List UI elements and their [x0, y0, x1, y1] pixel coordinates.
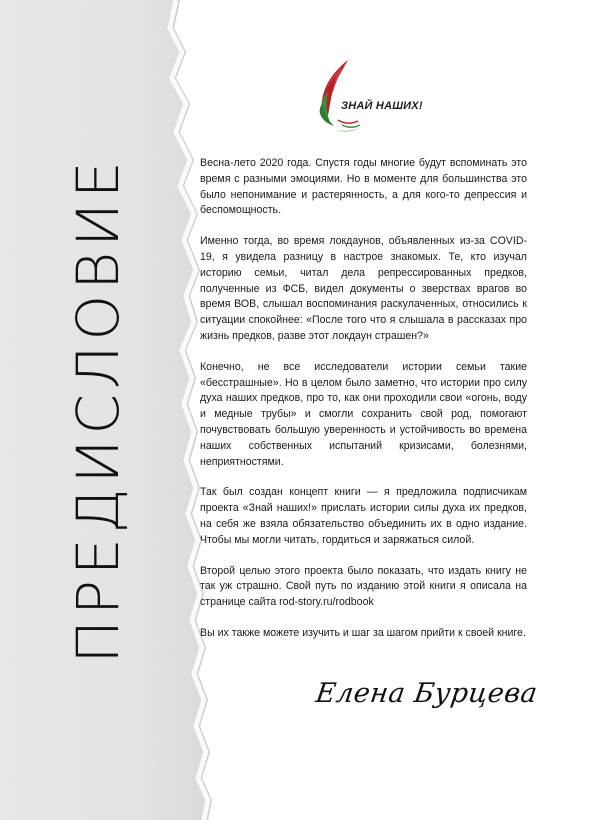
signature: Елена Бурцева	[313, 678, 540, 709]
preface-body	[200, 156, 527, 657]
paragraph: Второй целью этого проекта было показать, что издать книгу не так уж страшно. Свой путь по изданию этой книги я описала на странице сайта rod-story.ru/rodbook	[200, 564, 527, 609]
logo-text: ЗНАЙ НАШИХ!	[341, 100, 423, 112]
paragraph: Конечно, не все исследователи истории семьи такие «бесстрашные». Но в целом было заметно, что истории про силу духа наших предков, про то, как они проходили свои «огонь, воду и медные трубы» и смогли сохранить свой род, помогают почувствовать большую уверенность и устойчивость во времена наших собственных испытаний кризисами, болезнями, неприятностями.	[200, 360, 527, 468]
paragraph: Именно тогда, во время локдаунов, объявленных из-за COVID-19, я увидела разницу в настрое знакомых. Те, кто изучал историю семьи, читал дела репрессированных предков, полученные из ФСБ, видел документы о зверствах врагов во время ВОВ, слышал воспоминания раскулаченных, относились к ситуации спокойнее: «После того что я слышала в рассказах про жизнь предков, разве этот локдаун страшен?»	[200, 235, 527, 342]
paragraph: Так был создан концепт книги — я предложила подписчикам проекта «Знай наших!» прислать истории силы духа их предков, на себя же взяла обязательство объединить их в одно издание. Чтобы мы могли читать, гордиться и заряжаться силой.	[200, 486, 527, 546]
wing-logo-icon	[308, 58, 418, 138]
paragraph: Вы их также можете изучить и шаг за шагом прийти к своей книге.	[200, 626, 526, 639]
paragraph: Весна-лето 2020 года. Спустя годы многие будут вспоминать это время с разными эмоциями. Но в моменте для большинства это было непонимание и растерянность, а для кого-то депрессия и беспомощность.	[200, 157, 527, 217]
page-title: ПРЕДИСЛОВИЕ	[64, 156, 132, 664]
logo	[308, 58, 423, 138]
